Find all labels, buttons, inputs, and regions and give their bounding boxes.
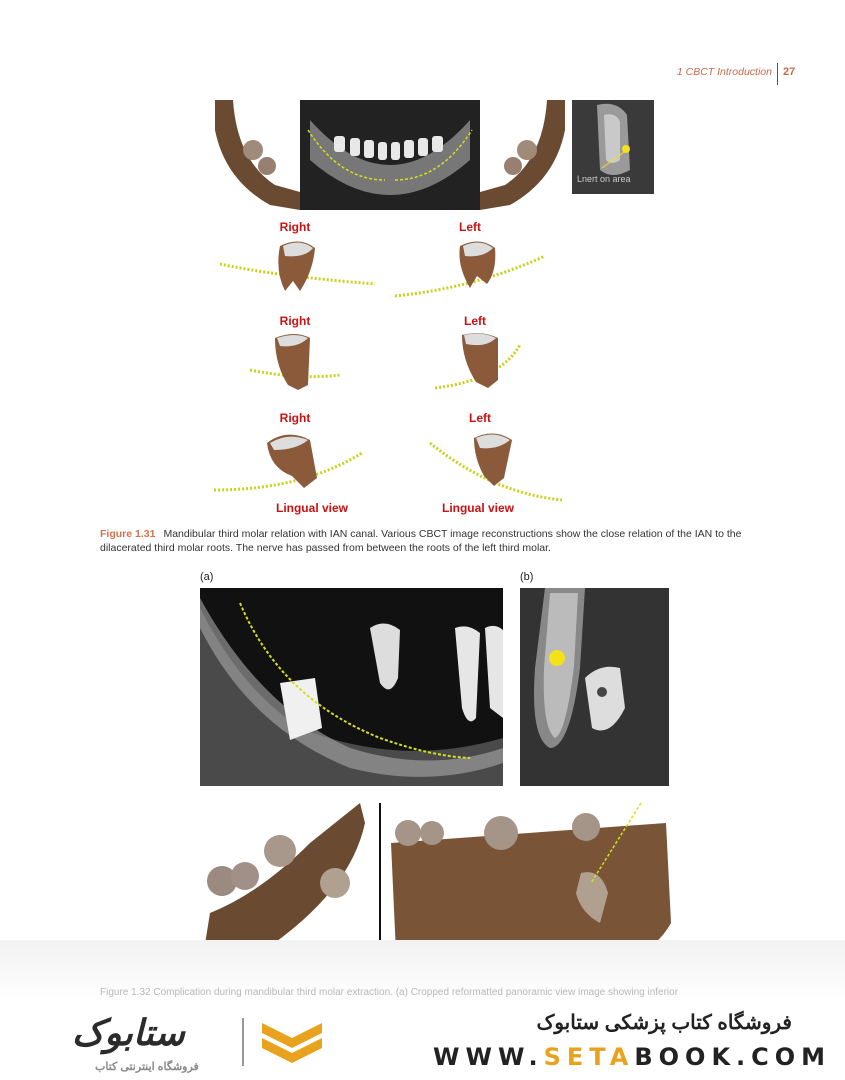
header-divider: [777, 63, 778, 85]
subfigure-b-cross-section: [520, 588, 669, 786]
row3-teeth-graphic: [212, 428, 572, 503]
row3-right-label: Right: [279, 411, 311, 425]
row1-teeth-graphic: [215, 236, 575, 306]
row2-teeth-graphic: [240, 330, 530, 400]
lingual-view-label-left: Lingual view: [275, 501, 348, 515]
cross-section-inset: [572, 100, 654, 194]
lingual-view-label-right: Lingual view: [441, 501, 514, 515]
subfigure-a-panoramic: [200, 588, 503, 786]
mandible-right-graphic: [480, 100, 565, 210]
url-prefix: WWW.: [433, 1043, 544, 1071]
nerve-annotation: Lnert on area: [577, 174, 631, 184]
row2-left-label: Left: [464, 314, 486, 328]
mandible-3d-left: [215, 100, 300, 210]
subfigure-a-graphic: [200, 588, 503, 786]
setabook-logo: ستابوک: [72, 1012, 185, 1053]
subfigure-b-label: (b): [520, 571, 534, 583]
figure-caption-1-32-cutoff: Figure 1.32 Complication during mandibular third molar extraction. (a) Cropped reformatted panoramic view image showing inferior: [100, 987, 679, 998]
footer-vertical-divider: [242, 1018, 244, 1066]
subfigure-a-label: (a): [200, 571, 214, 583]
page-number: 27: [783, 66, 796, 78]
running-title: 1 CBCT Introduction: [676, 66, 772, 78]
panoramic-ct-view: [300, 100, 480, 210]
panoramic-graphic: [300, 100, 480, 210]
mandible-3d-right: [480, 100, 565, 210]
store-url[interactable]: [433, 1043, 832, 1071]
mandible-left-graphic: [215, 100, 300, 210]
row2-right-label: Right: [279, 314, 311, 328]
figure-caption-1-31: [100, 527, 765, 555]
url-suffix: BOOK.COM: [634, 1043, 832, 1071]
chevron-logo-icon: [257, 1018, 327, 1068]
caption-number: Figure 1.31: [100, 528, 156, 540]
subfigure-b-graphic: [520, 588, 669, 786]
store-name: فروشگاه کتاب پزشکی ستابوک: [536, 1012, 792, 1034]
caption-text: Mandibular third molar relation with IAN canal. Various CBCT image reconstructions show the close relation of the IAN to the dilacerated third molar roots. The nerve has passed from between the roots of the left third molar.: [100, 528, 742, 554]
logo-subtitle: فروشگاه اینترنتی کتاب: [95, 1061, 199, 1073]
row3-left-label: Left: [469, 411, 491, 425]
row1-right-label: Right: [279, 220, 311, 234]
url-highlight: SETA: [543, 1043, 635, 1071]
row1-left-label: Left: [459, 220, 481, 234]
